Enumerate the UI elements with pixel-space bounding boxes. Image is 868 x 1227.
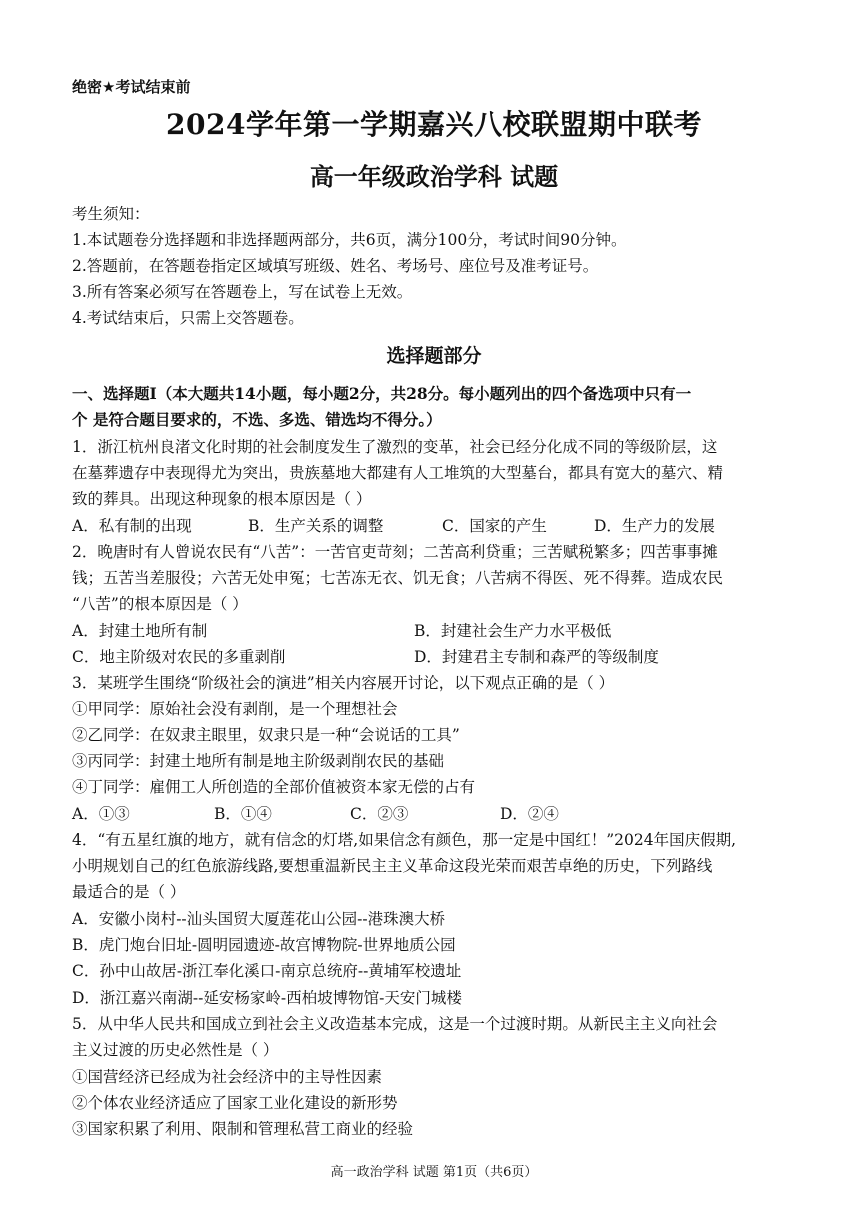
- q1-stem: 致的葬具。出现这种现象的根本原因是（ ）: [72, 490, 372, 508]
- q1-stem: 在墓葬遗存中表现得尤为突出，贵族墓地大都建有人工堆筑的大型墓台，都具有宽大的墓穴、精: [72, 464, 724, 482]
- q2-option-b: B．封建社会生产力水平极低: [414, 622, 612, 640]
- notice-heading: 考生须知：: [72, 205, 150, 223]
- q4-option-d: D．浙江嘉兴南湖--延安杨家岭-西柏坡博物馆-天安门城楼: [72, 989, 462, 1007]
- q3-statement: ④丁同学：雇佣工人所创造的全部价值被资本家无偿的占有: [72, 778, 476, 796]
- q5-statement: ②个体农业经济适应了国家工业化建设的新形势: [72, 1094, 398, 1112]
- q4-stem: 4．“有五星红旗的地方，就有信念的灯塔,如果信念有颜色，那一定是中国红！”2024年国庆假期,: [72, 831, 737, 849]
- notice-item: 3.所有答案必须写在答题卷上，写在试卷上无效。: [72, 283, 413, 301]
- q3-statement: ①甲同学：原始社会没有剥削，是一个理想社会: [72, 700, 398, 718]
- q3-option-d: D．②④: [500, 805, 559, 823]
- exam-title: 2024学年第一学期嘉兴八校联盟期中联考: [166, 108, 702, 141]
- q2-option-c: C．地主阶级对农民的多重剥削: [72, 648, 286, 666]
- q1-stem: 1．浙江杭州良渚文化时期的社会制度发生了激烈的变革，社会已经分化成不同的等级阶层，这: [72, 438, 718, 456]
- notice-item: 2.答题前，在答题卷指定区域填写班级、姓名、考场号、座位号及准考证号。: [72, 257, 599, 275]
- q1-option-a: A．私有制的出现: [72, 517, 192, 535]
- q2-option-d: D．封建君主专制和森严的等级制度: [414, 648, 659, 666]
- q2-stem: 2．晚唐时有人曾说农民有“八苦”：一苦官吏苛刻；二苦高利贷重；三苦赋税繁多；四苦事事摊: [72, 543, 718, 561]
- q4-option-a: A．安徽小岗村--汕头国贸大厦莲花山公园--港珠澳大桥: [72, 910, 446, 928]
- q1-option-d: D．生产力的发展: [594, 517, 715, 535]
- exam-subtitle: 高一年级政治学科 试题: [309, 162, 559, 191]
- q5-stem: 主义过渡的历史必然性是（ ）: [72, 1041, 279, 1059]
- q5-statement: ①国营经济已经成为社会经济中的主导性因素: [72, 1068, 383, 1086]
- q4-option-b: B．虎门炮台旧址-圆明园遗迹-故宫博物院-世界地质公园: [72, 936, 456, 954]
- q2-stem: “八苦”的根本原因是（ ）: [72, 595, 248, 613]
- section-title: 选择题部分: [386, 345, 482, 367]
- q3-statement: ②乙同学：在奴隶主眼里，奴隶只是一种“会说话的工具”: [72, 726, 460, 744]
- q3-option-b: B．①④: [214, 805, 272, 823]
- part1-instructions: 个 是符合题目要求的，不选、多选、错选均不得分。）: [72, 410, 442, 429]
- q5-stem: 5．从中华人民共和国成立到社会主义改造基本完成，这是一个过渡时期。从新民主主义向社会: [72, 1015, 718, 1033]
- q2-stem: 钱；五苦当差服役；六苦无处申冤；七苦冻无衣、饥无食；八苦病不得医、死不得葬。造成农民: [72, 569, 724, 587]
- q3-statement: ③丙同学：封建土地所有制是地主阶级剥削农民的基础: [72, 752, 445, 770]
- q3-option-c: C．②③: [350, 805, 409, 823]
- q1-option-b: B．生产关系的调整: [248, 517, 384, 535]
- q3-option-a: A．①③: [72, 805, 130, 823]
- q3-stem: 3．某班学生围绕“阶级社会的演进”相关内容展开讨论，以下观点正确的是（ ）: [72, 674, 615, 692]
- q1-option-c: C．国家的产生: [442, 517, 547, 535]
- notice-item: 4.考试结束后，只需上交答题卷。: [72, 309, 304, 327]
- q4-stem: 最适合的是（ ）: [72, 883, 186, 901]
- part1-instructions: 一、选择题Ⅰ（本大题共14小题，每小题2分，共28分。每小题列出的四个备选项中只有一: [72, 384, 692, 403]
- confidential-label: 绝密★考试结束前: [72, 78, 191, 96]
- q4-stem: 小明规划自己的红色旅游线路,要想重温新民主主义革命这段光荣而艰苦卓绝的历史，下列路线: [72, 857, 713, 875]
- page-footer: 高一政治学科 试题 第1页（共6页）: [330, 1165, 538, 1180]
- q5-statement: ③国家积累了利用、限制和管理私营工商业的经验: [72, 1120, 414, 1138]
- q2-option-a: A．封建土地所有制: [72, 622, 208, 640]
- notice-item: 1.本试题卷分选择题和非选择题两部分，共6页，满分100分，考试时间90分钟。: [72, 231, 627, 249]
- q4-option-c: C．孙中山故居-浙江奉化溪口-南京总统府--黄埔军校遗址: [72, 962, 462, 980]
